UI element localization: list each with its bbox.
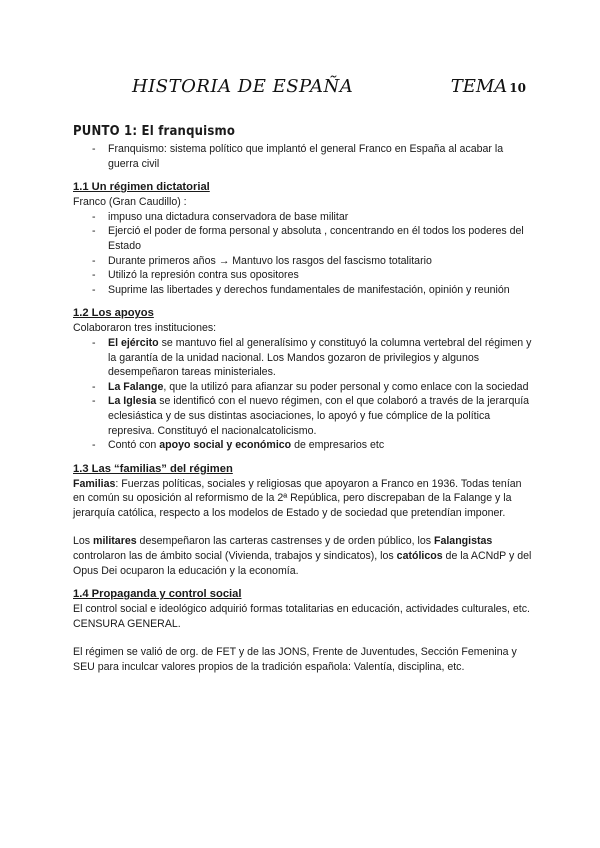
- section-1-2: [73, 306, 533, 452]
- list-item: - Contó con apoyo social y económico de empresarios etc: [73, 438, 533, 453]
- paragraph: Familias: Fuerzas políticas, sociales y religiosas que apoyaron a Franco en 1936. Todas tenían en común su oposición al reformismo de la 2ª República, pero discrepaban de la Falange y la jerarquía católica, respecto a los modelos de Estado y de sociedad que pretendían imponer.: [73, 477, 522, 519]
- list-item: - El ejército se mantuvo fiel al generalísimo y constituyó la columna vertebral del régimen y la garantía de la unidad nacional. Los Mandos gozaron de privilegios y algunos desempeñaron tareas ministeriales.: [73, 336, 533, 380]
- list-item: - impuso una dictadura conservadora de base militar: [73, 210, 533, 225]
- list-item: - La Iglesia se identificó con el nuevo régimen, con el que colaboró a través de la jerarquía eclesiástica y de sus distintas asociaciones, lo apoyó y fue cómplice de la política represiva. Constituyó el nacionalcatolicismo.: [73, 394, 533, 438]
- document-title: HISTORIA DE ESPAÑA: [132, 76, 354, 97]
- page-header: [132, 76, 532, 104]
- section-list: [73, 210, 533, 298]
- punto-list: [73, 142, 533, 171]
- paragraph: El régimen se valió de org. de FET y de las JONS, Frente de Juventudes, Sección Femenina y SEU para inculcar valores propios de la tradición española: Valentía, disciplina, etc.: [73, 646, 517, 674]
- section-1-1: [73, 180, 533, 297]
- list-item: - Suprime las libertades y derechos fundamentales de manifestación, opinión y reunión: [73, 283, 533, 298]
- punto-title: PUNTO 1: El franquismo: [73, 124, 236, 139]
- section-title: 1.4 Propaganda y control social: [73, 588, 242, 601]
- punto-section: [73, 124, 533, 171]
- paragraph: Los militares desempeñaron las carteras castrenses y de orden público, los Falangistas controlaron las de ámbito social (Vivienda, trabajos y sindicatos), los católicos de la ACNdP y del Opus Dei ocuparon la educación y la economía.: [73, 535, 532, 577]
- section-title: 1.2 Los apoyos: [73, 307, 154, 320]
- tema-number: 10: [509, 81, 526, 95]
- section-1-4: [73, 587, 533, 674]
- list-item: - La Falange, que la utilizó para afianzar su poder personal y como enlace con la sociedad: [73, 380, 533, 395]
- section-intro: Franco (Gran Caudillo) :: [73, 196, 187, 209]
- paragraph: El control social e ideológico adquirió formas totalitarias en educación, actividades culturales, etc. CENSURA GENERAL.: [73, 603, 530, 630]
- section-title: 1.3 Las “familias” del régimen: [73, 462, 233, 475]
- list-item: - Utilizó la represión contra sus opositores: [73, 268, 533, 283]
- document-body: [73, 124, 533, 689]
- tema-label: TEMA 10: [450, 76, 526, 97]
- section-1-3: [73, 462, 533, 579]
- section-title: 1.1 Un régimen dictatorial: [73, 181, 210, 194]
- list-item: - Durante primeros años → Mantuvo los rasgos del fascismo totalitario: [73, 254, 533, 269]
- section-list: [73, 336, 533, 453]
- section-intro: Colaboraron tres instituciones:: [73, 322, 217, 335]
- list-item: - Ejerció el poder de forma personal y absoluta , concentrando en él todos los poderes del Estado: [73, 224, 533, 253]
- punto-definition: - Franquismo: sistema político que implantó el general Franco en España al acabar la guerra civil: [73, 142, 533, 171]
